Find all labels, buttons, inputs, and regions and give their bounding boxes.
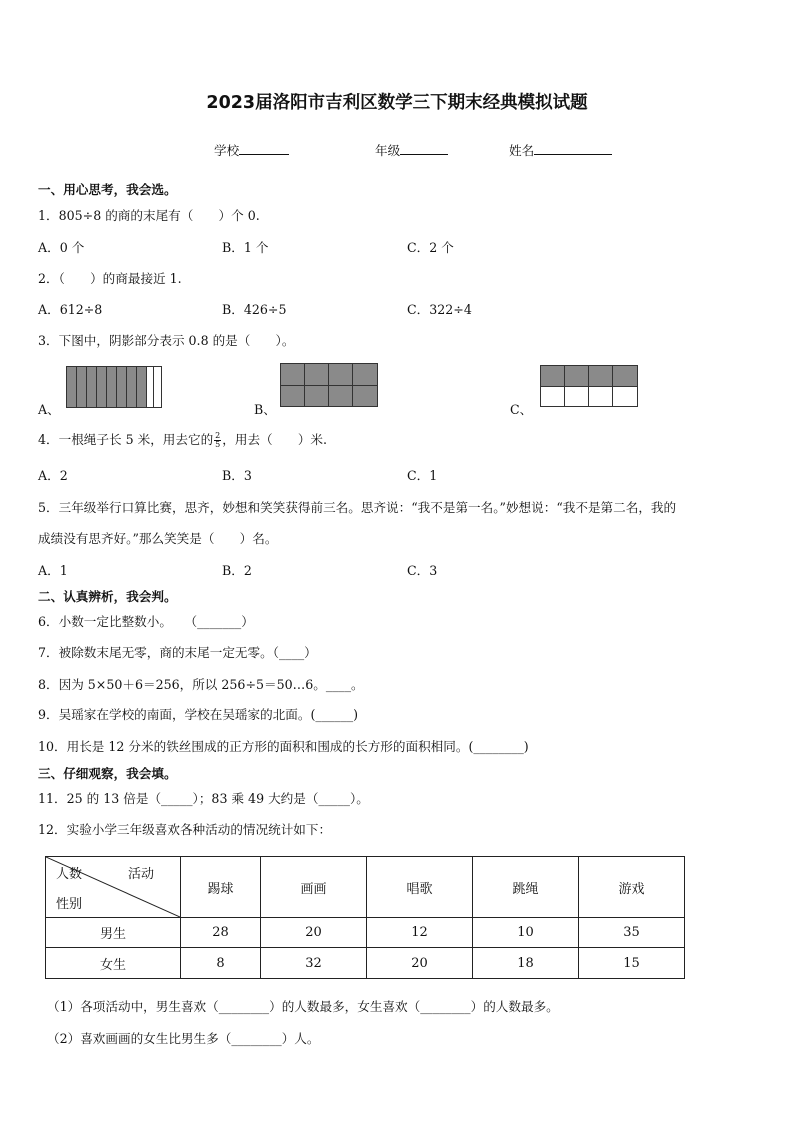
q2-option-b[interactable]: B．426÷5: [222, 302, 287, 317]
q2-option-a[interactable]: A．612÷8: [38, 302, 103, 317]
table-row: [46, 948, 685, 979]
grid-cell-shaded: [328, 385, 353, 407]
corner-label-activity: 活动: [128, 867, 155, 882]
column-header: 游戏: [579, 857, 685, 918]
grid-cell-empty: [564, 386, 589, 407]
q4-option-b[interactable]: B．3: [222, 468, 252, 483]
table-cell: 28: [181, 918, 261, 948]
q1-option-b[interactable]: B．1 个: [222, 240, 269, 255]
question-8[interactable]: 8．因为 5×50＋6＝256，所以 256÷5＝50…6。____。: [38, 677, 364, 692]
table-corner-cell: [46, 857, 181, 918]
question-3: 3．下图中，阴影部分表示 0.8 的是（ ）。: [38, 333, 295, 348]
sub-question-1[interactable]: （1）各项活动中，男生喜欢（________）的人数最多，女生喜欢（________）的人数最多。: [47, 999, 559, 1014]
sub-question-2[interactable]: （2）喜欢画画的女生比男生多（________）人。: [47, 1031, 320, 1046]
figure-c-grid: [540, 365, 638, 407]
q4-option-a[interactable]: A．2: [38, 468, 68, 483]
table-header-row: [46, 857, 685, 918]
page-title: 2023届洛阳市吉利区数学三下期末经典模拟试题: [206, 93, 588, 113]
question-7[interactable]: 7．被除数末尾无零，商的末尾一定无零。（____）: [38, 645, 317, 660]
fraction-denominator: 5: [215, 440, 221, 449]
table-cell: 32: [261, 948, 367, 979]
question-2: 2．（ ）的商最接近 1.: [38, 271, 182, 286]
grid-cell-shaded: [304, 363, 329, 386]
question-10[interactable]: 10．用长是 12 分米的铁丝围成的正方形的面积和围成的长方形的面积相同。(________): [38, 739, 529, 754]
q1-option-c[interactable]: C．2 个: [407, 240, 454, 255]
school-label: 学校: [214, 143, 240, 158]
q3-option-a[interactable]: A、: [38, 402, 60, 417]
strip-empty: [153, 366, 162, 408]
section-2-heading: 二、认真辨析，我会判。: [38, 589, 177, 604]
question-12: 12．实验小学三年级喜欢各种活动的情况统计如下：: [38, 822, 332, 837]
grid-cell-shaded: [352, 385, 378, 407]
q5-option-b[interactable]: B．2: [222, 563, 252, 578]
column-header: 跳绳: [473, 857, 579, 918]
corner-label-count: 人数: [56, 867, 83, 882]
corner-label-gender: 性别: [56, 897, 83, 912]
grid-cell-empty: [540, 386, 565, 407]
q4-option-c[interactable]: C．1: [407, 468, 438, 483]
question-5-line-1: 5．三年级举行口算比赛，思齐，妙想和笑笑获得前三名。思齐说：“我不是第一名。”妙想说：“我不是第二名，我的: [38, 500, 677, 515]
table-row: [46, 918, 685, 948]
q3-option-c[interactable]: C、: [510, 402, 533, 417]
section-1-heading: 一、用心思考，我会选。: [38, 182, 177, 197]
grid-cell-shaded: [328, 363, 353, 386]
grid-cell-shaded: [588, 365, 613, 387]
row-label: 女生: [46, 948, 181, 979]
table-cell: 35: [579, 918, 685, 948]
table-cell: 18: [473, 948, 579, 979]
q4-stem-post: ，用去（ ）米.: [222, 432, 328, 447]
name-field: [509, 142, 612, 159]
name-label: 姓名: [509, 143, 535, 158]
diagonal-header: [46, 857, 180, 917]
grid-cell-shaded: [540, 365, 565, 387]
question-1: 1．805÷8 的商的末尾有（ ）个 0.: [38, 208, 260, 223]
grid-cell-shaded: [564, 365, 589, 387]
grid-cell-shaded: [280, 363, 305, 386]
column-header: 画画: [261, 857, 367, 918]
grid-cell-shaded: [612, 365, 638, 387]
grade-label: 年级: [375, 143, 401, 158]
grid-cell-empty: [612, 386, 638, 407]
table-cell: 20: [367, 948, 473, 979]
q4-stem-pre: 4．一根绳子长 5 米，用去它的: [38, 432, 214, 447]
question-11[interactable]: 11．25 的 13 倍是（_____）；83 乘 49 大约是（_____）。: [38, 791, 369, 806]
q5-option-a[interactable]: A．1: [38, 563, 68, 578]
table-cell: 12: [367, 918, 473, 948]
question-9[interactable]: 9．吴瑶家在学校的南面，学校在吴瑶家的北面。(______): [38, 707, 359, 722]
column-header: 踢球: [181, 857, 261, 918]
q1-option-a[interactable]: A．0 个: [38, 240, 85, 255]
table-cell: 10: [473, 918, 579, 948]
activity-statistics-table: [45, 856, 685, 979]
question-6[interactable]: 6．小数一定比整数小。 （_______）: [38, 614, 254, 629]
q5-option-c[interactable]: C．3: [407, 563, 438, 578]
q4-fraction: [214, 432, 221, 449]
q3-option-b[interactable]: B、: [254, 402, 276, 417]
grade-field: [375, 142, 448, 159]
figure-a-strips: [66, 366, 162, 408]
grid-cell-shaded: [352, 363, 378, 386]
column-header: 唱歌: [367, 857, 473, 918]
table-cell: 15: [579, 948, 685, 979]
school-field: [214, 142, 289, 159]
figure-b-grid: [280, 363, 378, 407]
school-blank[interactable]: [239, 142, 289, 155]
table-cell: 20: [261, 918, 367, 948]
q2-option-c[interactable]: C．322÷4: [407, 302, 472, 317]
question-5-line-2: 成绩没有思齐好。”那么笑笑是（ ）名。: [38, 531, 278, 546]
name-blank[interactable]: [534, 142, 612, 155]
table-cell: 8: [181, 948, 261, 979]
grade-blank[interactable]: [400, 142, 448, 155]
section-3-heading: 三、仔细观察，我会填。: [38, 766, 177, 781]
question-4: [38, 432, 327, 449]
grid-cell-empty: [588, 386, 613, 407]
fraction-numerator: 2: [215, 431, 221, 440]
grid-cell-shaded: [304, 385, 329, 407]
grid-cell-shaded: [280, 385, 305, 407]
row-label: 男生: [46, 918, 181, 948]
